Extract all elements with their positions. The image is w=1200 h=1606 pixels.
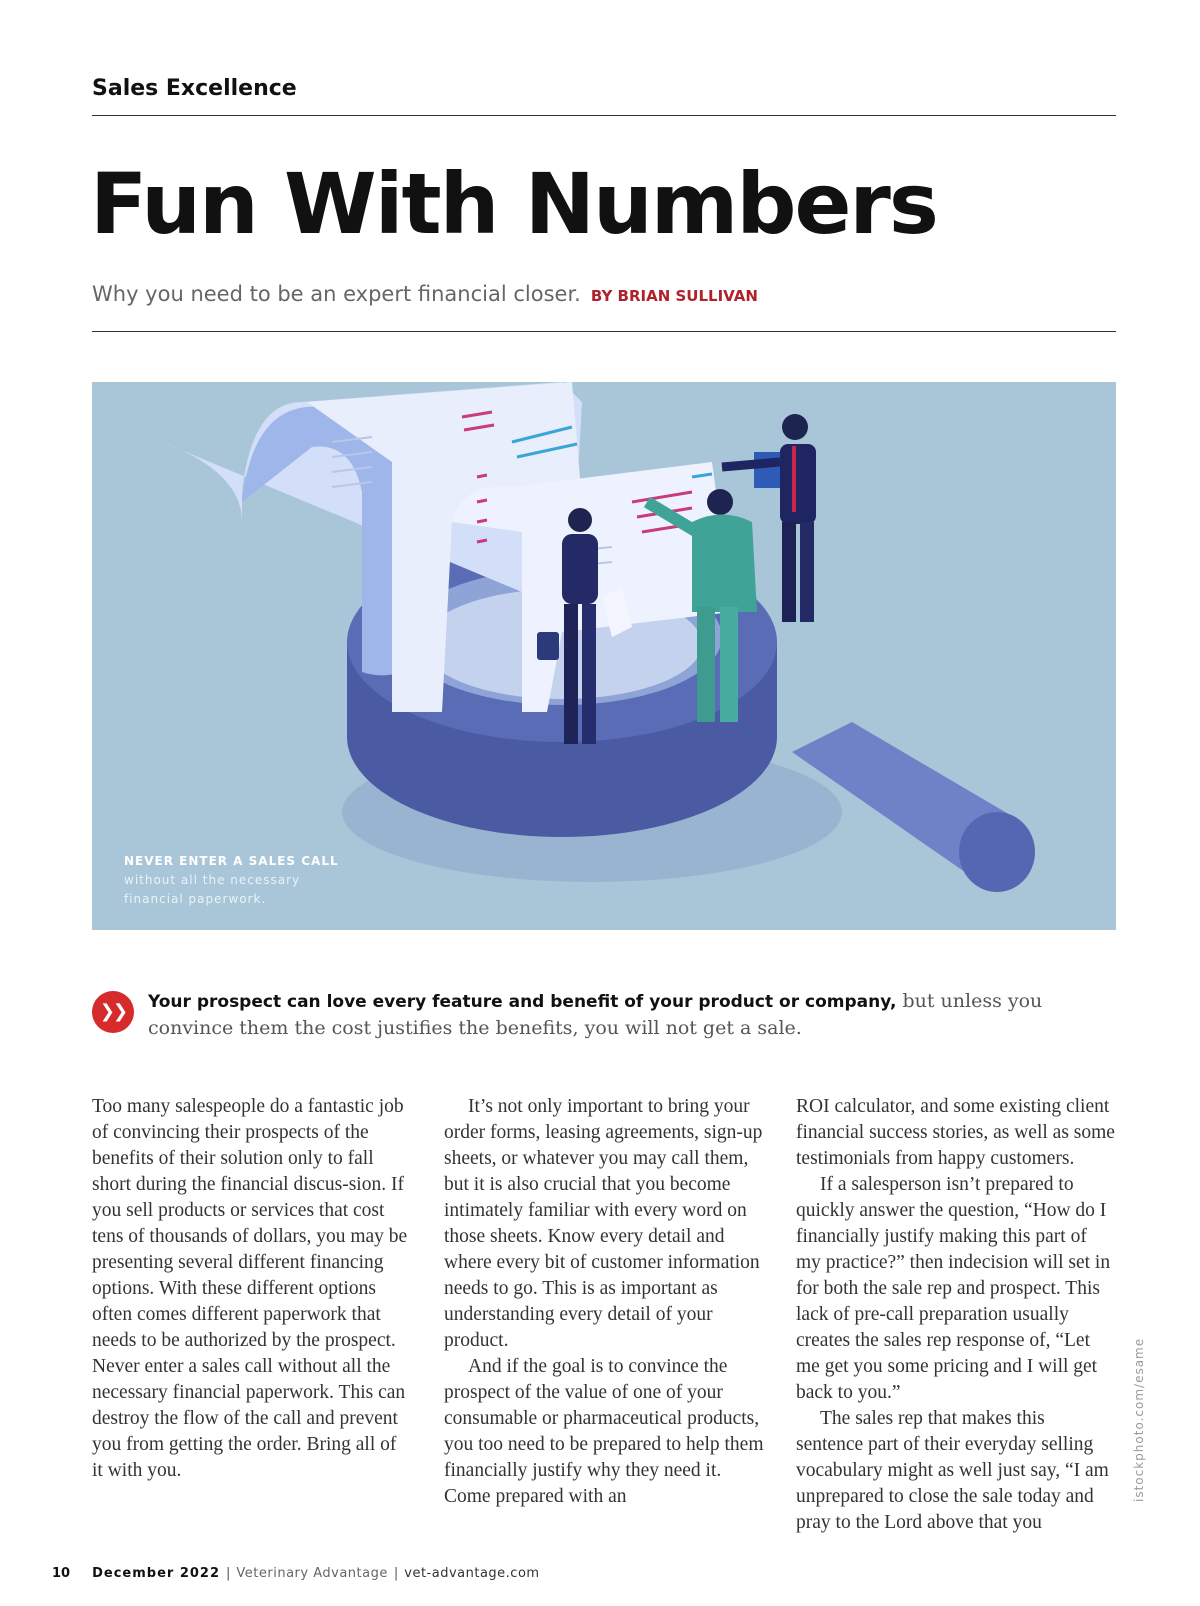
magnifier-illustration bbox=[92, 382, 1116, 930]
footer-separator: | bbox=[393, 1566, 399, 1581]
intro-lead: Your prospect can love every feature and benefit of your product or company, bbox=[148, 992, 897, 1012]
body-column-1 bbox=[92, 1094, 412, 1484]
magazine-name: Veterinary Advantage bbox=[236, 1566, 388, 1581]
footer-separator: | bbox=[226, 1566, 231, 1581]
fast-forward-icon: ❯❯ bbox=[92, 991, 134, 1033]
byline: BY BRIAN SULLIVAN bbox=[590, 287, 758, 305]
body-paragraph: ROI calculator, and some existing client financial success stories, as well as some testimonials from happy customers. bbox=[796, 1096, 1115, 1169]
intro-text bbox=[148, 988, 1122, 1041]
issue-date: December 2022 bbox=[92, 1566, 221, 1581]
article-title: Fun With Numbers bbox=[90, 155, 937, 253]
magazine-url: vet-advantage.com bbox=[404, 1566, 540, 1581]
body-column-2 bbox=[444, 1094, 764, 1510]
header-divider bbox=[92, 331, 1116, 332]
body-paragraph: It’s not only important to bring your order forms, leasing agreements, sign-up sheets, or whatever you may call them, but it is also crucial that you become intimately familiar with every word on those sheets. Know every detail and where every bit of customer information needs to go. This is as important as understanding every detail of your product. bbox=[444, 1096, 763, 1351]
body-paragraph: If a salesperson isn’t prepared to quickly answer the question, “How do I financially justify making this part of my practice?” then indecision will set in for both the sale rep and prospect. This lack of pre-call preparation usually creates the sales rep response of, “Let me get you some pricing and I will get back to you.” bbox=[796, 1174, 1111, 1403]
photo-credit: istockphoto.com/esame bbox=[1132, 1337, 1146, 1502]
body-column-3 bbox=[796, 1094, 1116, 1536]
body-paragraph: Too many salespeople do a fantastic job of convincing their prospects of the benefits of their solution only to fall short during the financial discus-sion. If you sell products or services that cost tens of thousands of dollars, you may be presenting several different financing options. With these different options often comes different paperwork that needs to be authorized by the prospect. Never enter a sales call without all the necessary financial paperwork. This can destroy the flow of the call and prevent you from getting the order. Bring all of it with you. bbox=[92, 1096, 408, 1481]
caption-bold: NEVER ENTER A SALES CALL bbox=[124, 854, 339, 868]
hero-illustration bbox=[92, 382, 1116, 930]
intro-rest: but unless you convince them the cost justifies the benefits, you will not get a sale. bbox=[148, 990, 1043, 1039]
body-paragraph: And if the goal is to convince the prospect of the value of one of your consumable or pharmaceutical products, you too need to be prepared to help them financially justify why they need it. Come prepared with an bbox=[444, 1356, 764, 1507]
section-label: Sales Excellence bbox=[92, 76, 297, 101]
caption-rest: without all the necessary financial paperwork. bbox=[124, 873, 301, 906]
page-footer bbox=[52, 1566, 540, 1581]
body-paragraph: The sales rep that makes this sentence part of their everyday selling vocabulary might as well just say, “I am unprepared to close the sale today and pray to the Lord above that you bbox=[796, 1408, 1109, 1533]
top-divider bbox=[92, 115, 1116, 116]
page-number: 10 bbox=[52, 1566, 71, 1581]
article-deck bbox=[92, 282, 758, 306]
deck-text: Why you need to be an expert financial closer. bbox=[92, 282, 581, 306]
intro-callout bbox=[92, 988, 1122, 1041]
image-caption bbox=[124, 852, 339, 909]
